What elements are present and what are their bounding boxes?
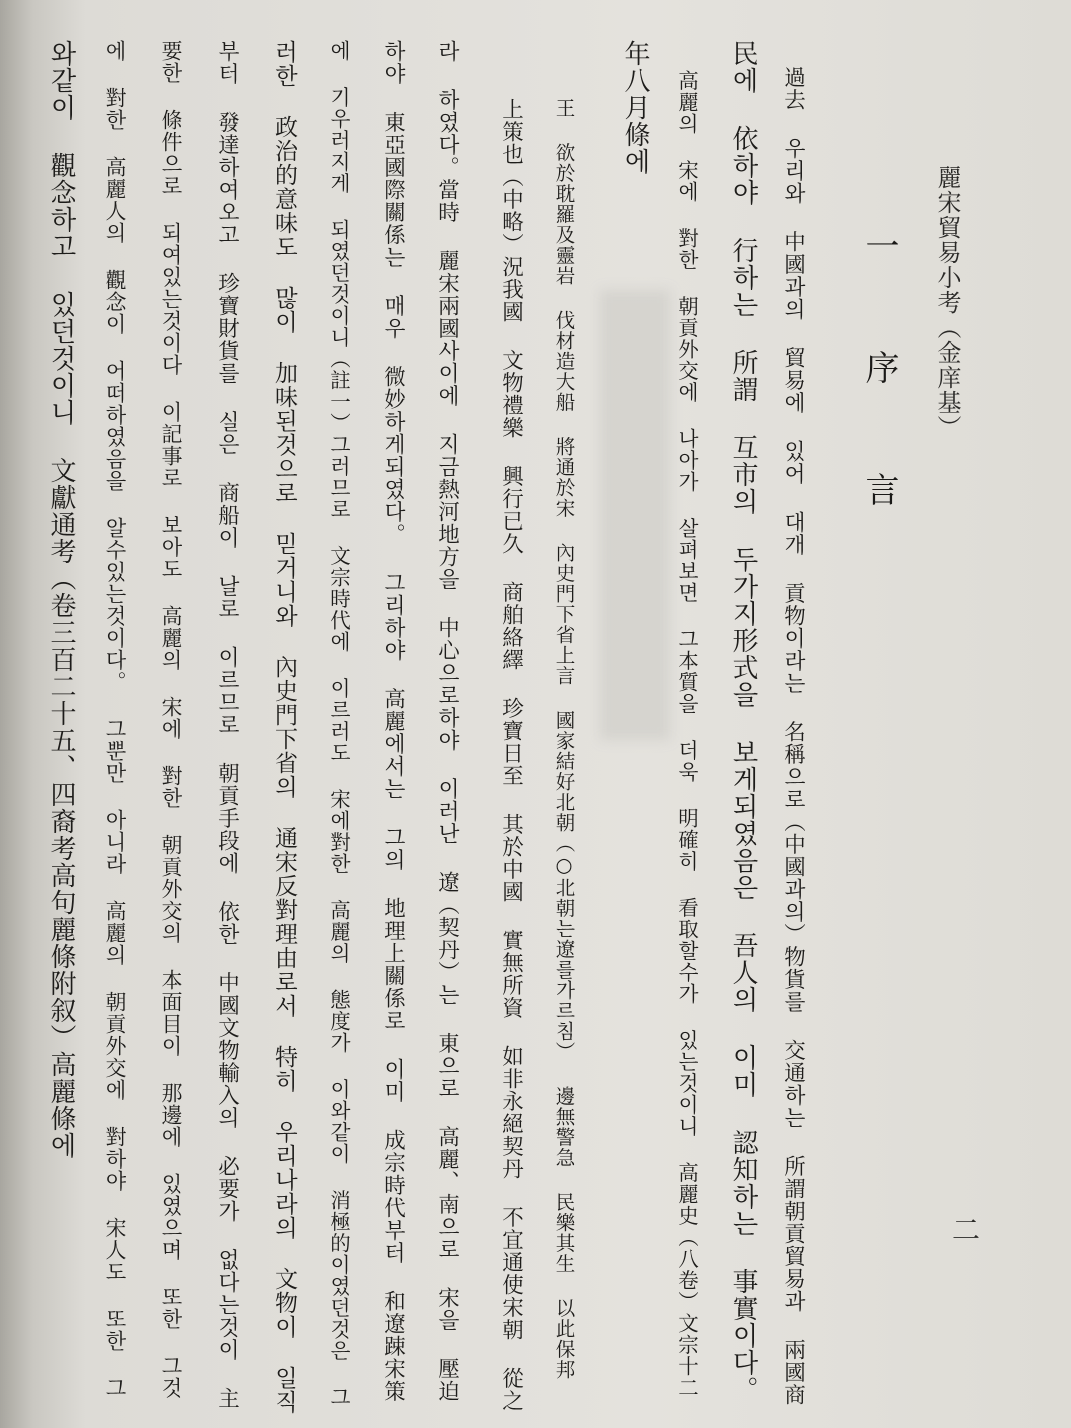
body-line-12: 要한 條件으로 되여있는것이다 이記事로 보아도 高麗의 宋에 對한 朝貢外交의 本面目이 那邊에 있였으며 또한 그것 <box>159 40 183 1399</box>
body-line-6: 上策也（中略）況我國 文物禮樂 興行已久 商舶絡繹 珍寶日至 其於中國 實無所資 如非永絕契丹 不宜通使宋朝 從之 <box>498 98 524 1412</box>
body-line-2: 民에 依하야 行하는 所謂 互市의 두가지形式을 보게되였음은 吾人의 이미 認知하는 事實이다。 <box>728 40 758 1403</box>
body-line-11: 부터 發達하여오고 珍寶財貨를 실은 商船이 날로 이르므로 朝貢手段에 依한 中國文物輸入의 必要가 없다는것이 主 <box>214 40 240 1410</box>
body-line-13: 에 對한 高麗人의 觀念이 어떠하였음을 알수있는것이다。 그뿐만 아니라 高麗의 朝貢外交에 對하야 宋人도 또한 그 <box>103 40 127 1399</box>
body-line-5: 王 欲於耽羅及靈岩 伐材造大船 將通於宋 內史門下省上言 國家結好北朝（○北朝는遼를가르침） 邊無警急 民樂其生 以此保邦 <box>552 98 576 1380</box>
body-line-8: 하야 東亞國際關係는 매우 微妙하게되였다。 그리하야 高麗에서는 그의 地理上關係로 이미 成宗時代부터 和遼踈宋策 <box>380 40 406 1403</box>
body-line-10: 러한 政治的意味도 많이 加味된것으로 믿거니와 內史門下省의 通宋反對理由로서 特히 우리나라의 文物이 일직 <box>271 40 297 1414</box>
body-line-14: 와같이 觀念하고 있던것이니 文獻通考（卷三百二十五、四裔考高句麗條附叙）高麗條에 <box>46 40 76 1159</box>
body-line-3: 高麗의 宋에 對한 朝貢外交에 나아가 살펴보면 그本質을 더욱 明確히 看取할수가 있는것이니 高麗史（八卷）文宗十二 <box>674 70 699 1399</box>
print-shadow <box>600 290 670 740</box>
body-line-4: 年八月條에 <box>620 40 650 175</box>
page-number: 二 <box>948 1215 981 1244</box>
running-header: 麗宋貿易小考（金庠基） <box>933 165 961 440</box>
section-heading: 一 序 言 <box>859 228 899 530</box>
body-line-1: 過去 우리와 中國과의 貿易에 있어 대개 貢物이라는 名稱으로（中國과의）物貨를 交通하는 所謂朝貢貿易과 兩國商 <box>780 66 806 1406</box>
body-line-9: 에 기우러지게 되였던것이니（註一）그러므로 文宗時代에 이르러도 宋에對한 高麗의 態度가 이와같이 消極的이였던것은 그 <box>326 40 351 1408</box>
body-line-7: 라 하였다。當時 麗宋兩國사이에 지금熱河地方을 中心으로하야 이러난 遼（契丹）는 東으로 高麗、南으로 宋을 壓迫 <box>434 40 460 1403</box>
